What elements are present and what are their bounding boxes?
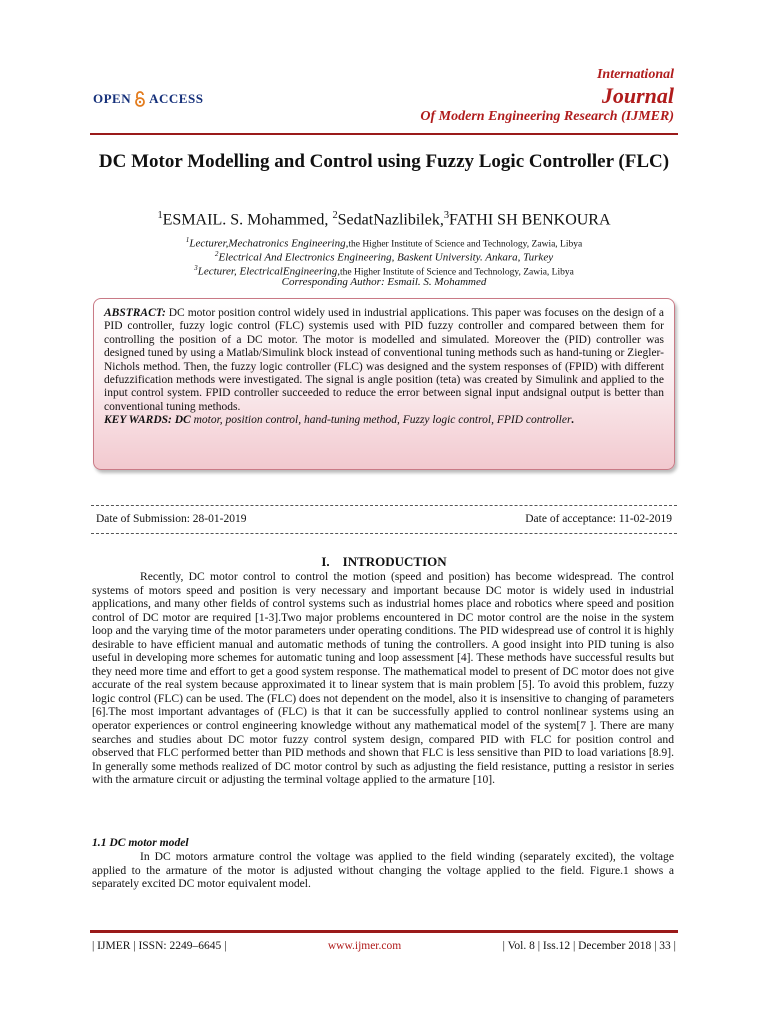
author2-sup: 2	[332, 210, 338, 221]
dates-row	[96, 513, 672, 525]
footer-rule	[90, 930, 678, 933]
open-access-right: ACCESS	[149, 91, 204, 106]
paper-title: DC Motor Modelling and Control using Fuzzy Logic Controller (FLC)	[98, 151, 670, 172]
author3: FATHI SH BENKOURA	[449, 211, 611, 229]
page-footer	[92, 940, 676, 952]
journal-line-name: Of Modern Engineering Research (IJMER)	[420, 109, 674, 124]
footer-volume: | Vol. 8 | Iss.12 | December 2018 | 33 |	[502, 940, 676, 952]
divider-bottom	[91, 533, 677, 534]
affiliation-1: $^1$Lecturer,Mechatronics Engineering,the Higher Institute of Science and Technology, Zawia, Libya	[185, 236, 583, 250]
affiliation-2: $^2$Electrical And Electronics Engineering, Baskent University. Ankara, Turkey	[214, 250, 554, 264]
header-rule	[90, 133, 678, 135]
corresponding-author: Corresponding Author: Esmail. S. Mohammed	[281, 276, 487, 288]
abstract-box: ABSTRACT: DC motor position control widely used in industrial applications. This paper was focuses on the design of a PID controller, fuzzy logic control (FLC) systemis used with PID fuzzy controller and compared between them for controlling the position of a DC motor. The motor is modelled and simulated. Moreover the (PID) controller was designed tuned by using a Matlab/Simulink block instead of conventional tuning methods such as hand-tuning or Ziegler-Nichols method. Then, the fuzzy logic controller (FLC) was designed and the system responses of (FPID) with different defuzzification methods were investigated. The signal is angle position (teta) was created by Simulink and applied to the input control system. FPID controller succeeded to reduce the error between signal input andsignal output is better than conventional tuning methods. KEY WARDS: DC motor, position control, hand-tuning method, Fuzzy logic control, FPID controller.	[93, 298, 675, 470]
open-lock-icon	[134, 91, 146, 107]
dc-motor-model-paragraph: In DC motors armature control the voltage was applied to the field winding (separately excited), the voltage applied to the armature of the motor is adjusted without changing the voltage applied to the field. Figure.1 shows a separately excited DC motor equivalent model.	[92, 850, 674, 891]
journal-masthead	[420, 66, 674, 126]
author2: SedatNazlibilek,	[337, 211, 444, 229]
open-access-left: OPEN	[93, 91, 132, 106]
abstract-label: ABSTRACT:	[104, 307, 166, 319]
subsection-heading-dc-motor-model: 1.1 DC motor model	[92, 836, 189, 849]
footer-website-link[interactable]: www.ijmer.com	[327, 940, 402, 952]
journal-line-international: International	[596, 67, 674, 82]
affiliation-3: $^3$Lecturer, ElectricalEngineering,the Higher Institute of Science and Technology, Zawia, Libya	[194, 264, 574, 278]
acceptance-date: Date of acceptance: 11-02-2019	[525, 513, 672, 525]
intro-paragraph: Recently, DC motor control to control the motion (speed and position) has become widespread. The control systems of motors speed and position is very necessary and important because DC motor is widely used in industrial applications, and many other fields of control systems such as industrial homes place and robotics where speed and position control of DC motor are required [1-3].Two major problems encountered in DC motor control are the noise in the system loop and the varying time of the motor parameters under operating conditions. The PID widespread use of control it is highly desirable to have efficient manual and automatic methods of tuning the controllers. A good insight into PID tuning is also useful in developing more schemes for automatic tuning and loop assessment [4]. These methods have successful results but they need more time and effort to get a good system response. The mathematical model to present of DC motor does not give accurate of the real system because approximated it to linear system that is main problem [5]. To avoid this problem, fuzzy logic control (FLC) can be used. The (FLC) does not dependent on the model, also it is insensitive to changing of parameters [6].The most important advantages of (FLC) is that it can be successfully applied to control nonlinear systems using an operator experiences or control engineering knowledge without any mathematical model of the system[7 ]. There are many searches and studies about DC motor fuzzy control system design, compared PID with FLC for position control and observed that FLC performed better than PID methods and shown that FLC is less sensitive than PID to load variations [8.9]. In generally some methods realized of DC motor control by such as adjusting the field resistance, putting a resistor in series with the armature circuit or adjusting the terminal voltage applied to the armature [10].	[92, 570, 674, 787]
keywords-label: KEY WARDS: DC	[104, 414, 191, 427]
footer-issn: | IJMER | ISSN: 2249–6645 |	[92, 940, 227, 952]
author3-sup: 3	[443, 210, 450, 221]
section-heading-introduction: I. INTRODUCTION	[321, 554, 447, 569]
open-access-logo	[93, 91, 203, 107]
divider-top	[91, 505, 677, 506]
journal-line-journal: Journal	[601, 83, 674, 108]
author1: ESMAIL. S. Mohammed,	[162, 211, 333, 229]
abstract-text: DC motor position control widely used in industrial applications. This paper was focuses on the design of a PID controller, fuzzy logic control (FLC) systemis used with PID fuzzy controller and compared between them for controlling the position of a DC motor. The motor is modelled and simulated. Moreover the (PID) controller was designed tuned by using a Matlab/Simulink block instead of conventional tuning methods such as hand-tuning or Ziegler-Nichols method. Then, the fuzzy logic controller (FLC) was designed and the system responses of (FPID) with different defuzzification methods were investigated. The signal is angle position (teta) was created by Simulink and applied to the input control system. FPID controller succeeded to reduce the error between signal input andsignal output is better than conventional tuning methods.	[104, 307, 664, 413]
keywords-text: motor, position control, hand-tuning method, Fuzzy logic control, FPID controller	[190, 414, 572, 427]
author-line	[90, 210, 678, 229]
submission-date: Date of Submission: 28-01-2019	[96, 513, 247, 525]
author1-sup: 1	[157, 210, 163, 221]
